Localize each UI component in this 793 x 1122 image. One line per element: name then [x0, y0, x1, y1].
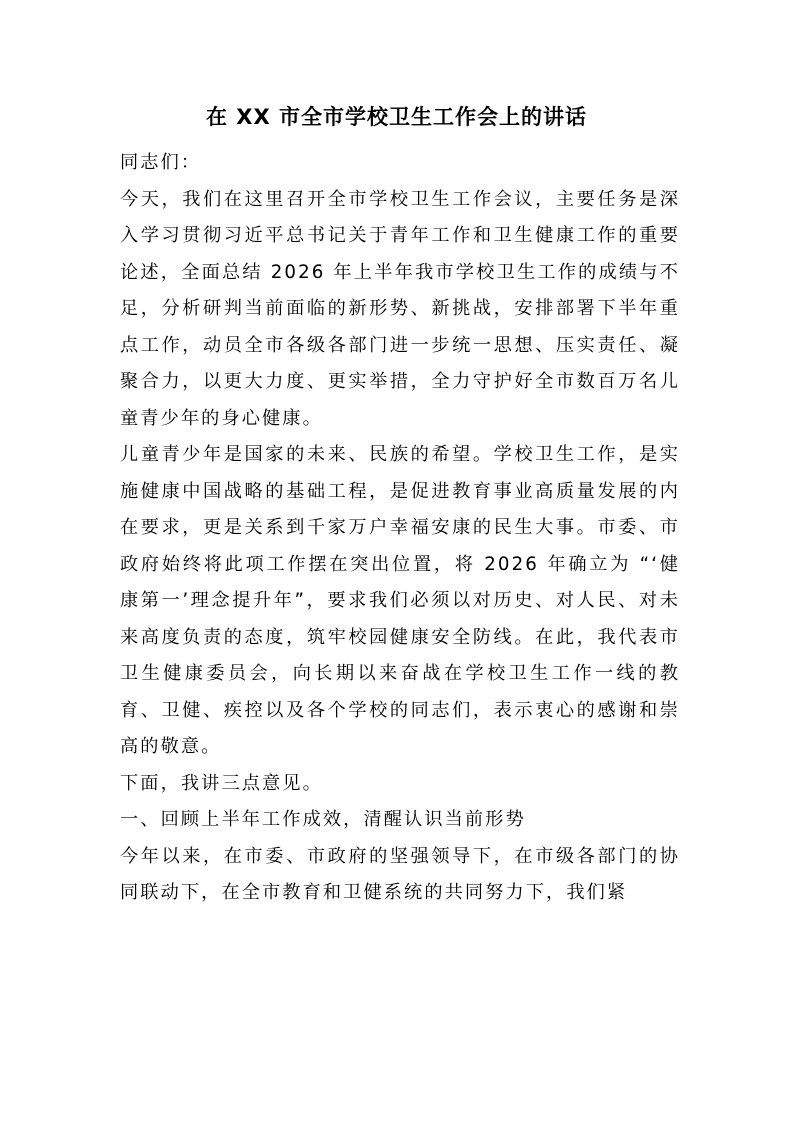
salutation-paragraph: 同志们： — [120, 152, 202, 173]
body-paragraph: 今天，我们在这里召开全市学校卫生工作会议，主要任务是深入学习贯彻习近平总书记关于青年工作和卫生健康工作的重要论述，全面总结 2026 年上半年我市学校卫生工作的成绩与不足，分析研判当前面临的新形势、新挑战，安排部署下半年重点工作，动员全市各级各部门进一步统一思想、压实责任、凝聚合力，以更大力度、更实举措，全力守护好全市数百万名儿童青少年的身心健康。 — [120, 188, 680, 429]
body-paragraph: 下面，我讲三点意见。 — [120, 772, 323, 794]
body-paragraph: 儿童青少年是国家的未来、民族的希望。学校卫生工作，是实施健康中国战略的基础工程，是促进教育事业高质量发展的内在要求，更是关系到千家万户幸福安康的民生大事。市委、市政府始终将此项工作摆在突出位置，将 2026 年确立为 “‘健康第一’理念提升年”，要求我们必须以对历史、对人民、对未来高度负责的态度，筑牢校园健康安全防线。在此，我代表市卫生健康委员会，向长期以来奋战在学校卫生工作一线的教育、卫健、疾控以及各个学校的同志们，表示衷心的感谢和崇高的敬意。 — [120, 444, 680, 757]
section-heading: 一、回顾上半年工作成效，清醒认识当前形势 — [120, 809, 526, 830]
body-paragraph: 今年以来，在市委、市政府的坚强领导下，在市级各部门的协同联动下，在全市教育和卫健系统的共同努力下，我们紧 — [120, 845, 680, 903]
document-body — [120, 145, 680, 912]
document-title: 在 XX 市全市学校卫生工作会上的讲话 — [205, 105, 587, 129]
